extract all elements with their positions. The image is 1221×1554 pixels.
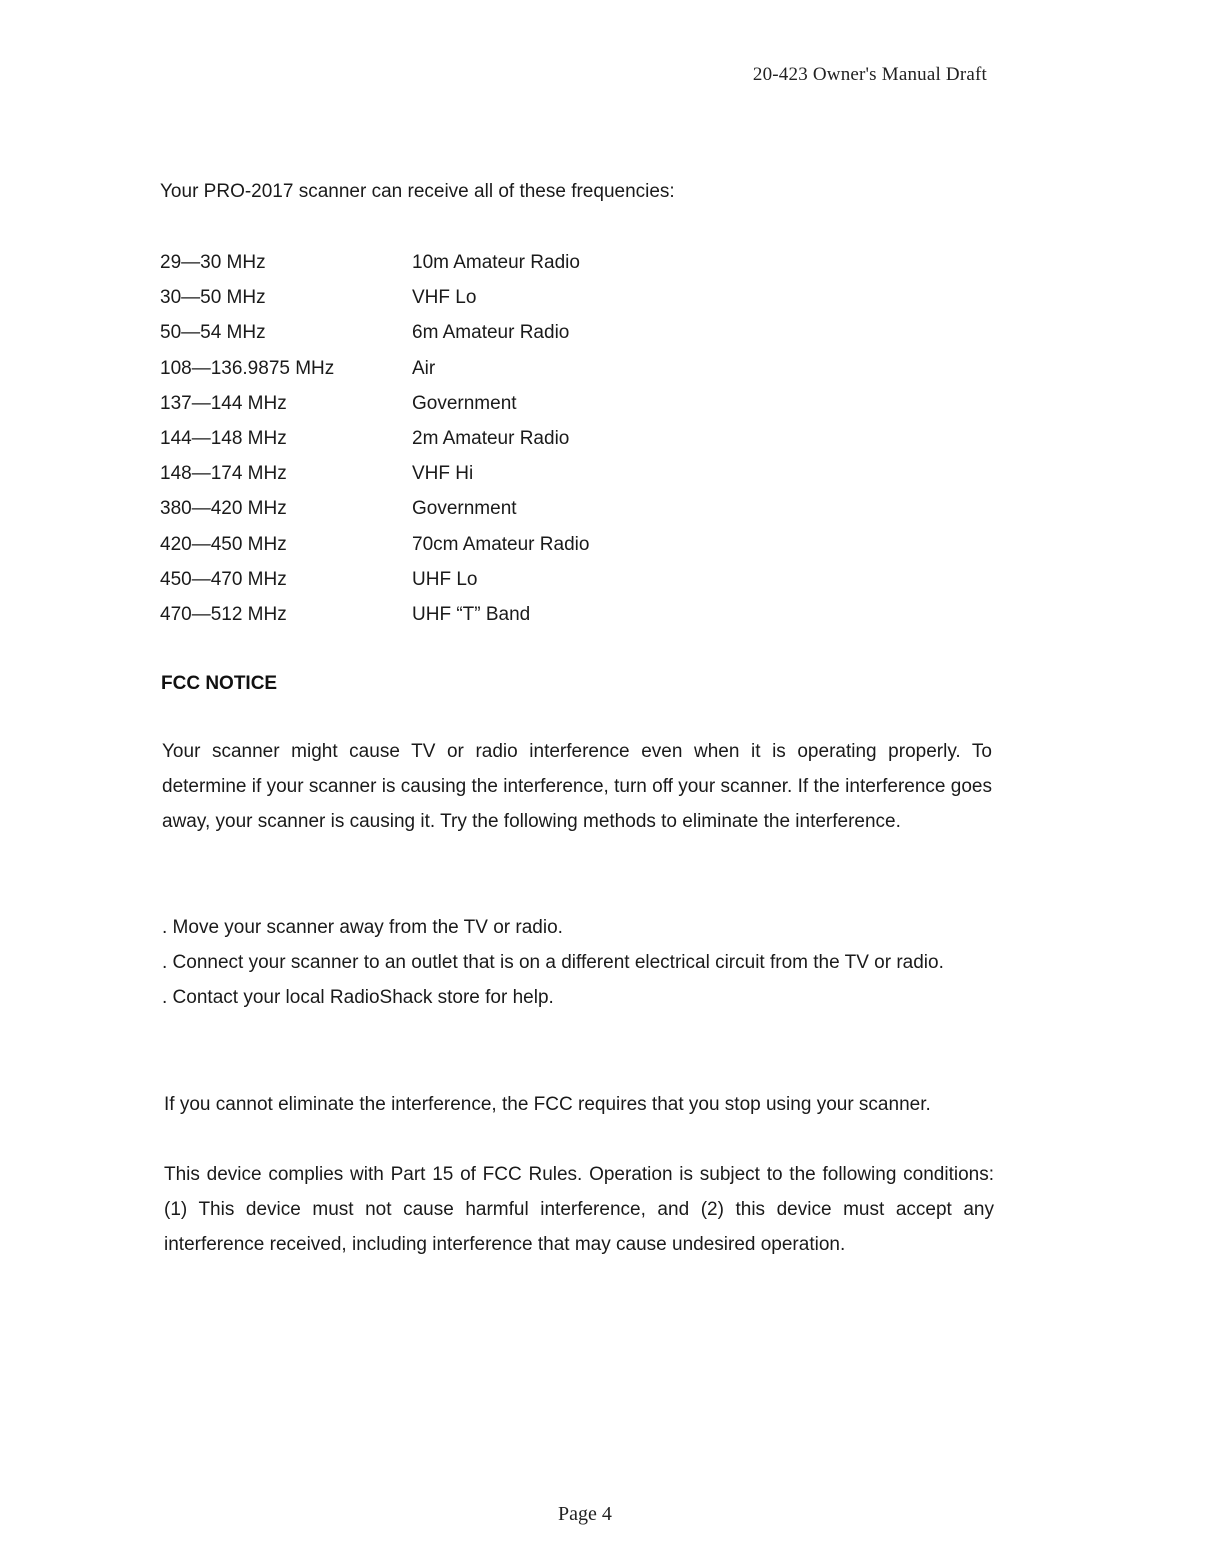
frequency-range: 50—54 MHz	[160, 322, 266, 344]
frequency-band: 6m Amateur Radio	[412, 322, 570, 344]
frequency-range: 30—50 MHz	[160, 287, 266, 309]
frequency-band: 10m Amateur Radio	[412, 252, 580, 273]
frequency-row	[160, 283, 589, 318]
frequency-row	[160, 565, 589, 600]
frequency-range: 144—148 MHz	[160, 427, 287, 449]
frequency-band: Government	[412, 392, 517, 414]
frequency-row	[160, 600, 589, 635]
list-item: . Connect your scanner to an outlet that is on a different electrical circuit from the TV or radio.	[162, 952, 944, 974]
frequency-range: 108—136.9875 MHz	[160, 357, 335, 379]
frequency-row	[160, 459, 589, 494]
frequency-row	[160, 530, 589, 565]
frequency-row	[160, 424, 589, 459]
frequency-range: 380—420 MHz	[160, 498, 287, 520]
fcc-stop-using-paragraph: If you cannot eliminate the interference, the FCC requires that you stop using your scanner.	[164, 1094, 931, 1115]
frequency-range: 450—470 MHz	[160, 568, 287, 590]
intro-text: Your PRO-2017 scanner can receive all of these frequencies:	[160, 181, 675, 202]
page-number: Page 4	[558, 1503, 612, 1525]
frequency-row	[160, 494, 589, 529]
frequency-range: 470—512 MHz	[160, 603, 287, 625]
frequency-band: 2m Amateur Radio	[412, 427, 570, 449]
frequency-band: UHF “T” Band	[412, 603, 531, 625]
document-header-title: 20-423 Owner's Manual Draft	[752, 64, 987, 85]
fcc-remedy-list	[162, 910, 992, 1016]
frequency-table	[160, 248, 589, 635]
frequency-range: 148—174 MHz	[160, 463, 287, 485]
list-item: . Contact your local RadioShack store for help.	[162, 987, 554, 1009]
frequency-range: 420—450 MHz	[160, 533, 287, 555]
fcc-part15-paragraph: This device complies with Part 15 of FCC Rules. Operation is subject to the following conditions: (1) This device must not cause harmful interference, and (2) this device must accept any interference received, including interference that may cause undesired operation.	[164, 1164, 994, 1256]
list-item: . Move your scanner away from the TV or radio.	[162, 917, 563, 938]
frequency-band: 70cm Amateur Radio	[412, 533, 590, 555]
frequency-band: VHF Lo	[412, 287, 477, 309]
frequency-row	[160, 248, 589, 283]
fcc-interference-paragraph: Your scanner might cause TV or radio interference even when it is operating properly. To determine if your scanner is causing the interference, turn off your scanner. If the interference goes away, your scanner is causing it. Try the following methods to eliminate the interference.	[162, 741, 992, 833]
frequency-band: VHF Hi	[412, 463, 474, 485]
frequency-band: UHF Lo	[412, 568, 478, 590]
frequency-row	[160, 354, 589, 389]
fcc-notice-heading: FCC NOTICE	[161, 673, 278, 694]
frequency-range: 137—144 MHz	[160, 392, 287, 414]
frequency-row	[160, 389, 589, 424]
frequency-band: Air	[412, 357, 436, 379]
frequency-row	[160, 318, 589, 353]
frequency-band: Government	[412, 498, 517, 520]
frequency-range: 29—30 MHz	[160, 252, 266, 273]
